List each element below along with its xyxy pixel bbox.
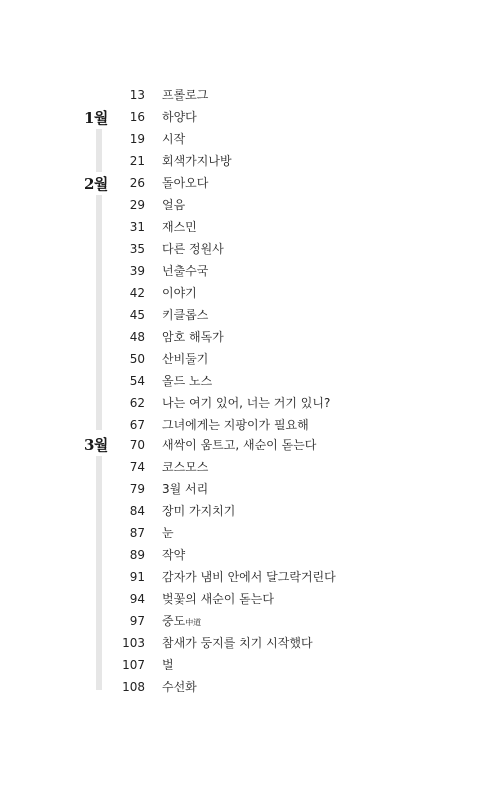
toc-entry[interactable] (0, 610, 500, 632)
toc-title: 감자가 냄비 안에서 달그락거린다 (162, 570, 336, 584)
toc-page-number: 21 (129, 154, 145, 168)
toc-page-number: 103 (122, 636, 145, 650)
toc-title: 시작 (162, 132, 186, 146)
toc-page-number: 48 (129, 330, 145, 344)
toc-title: 코스모스 (162, 460, 209, 474)
toc-page-number: 84 (129, 504, 145, 518)
toc-entry[interactable] (0, 172, 500, 194)
month-label-february: 2월 (84, 172, 108, 195)
toc-page-number: 19 (129, 132, 145, 146)
toc-title: 프롤로그 (162, 88, 209, 102)
toc-page-number: 108 (122, 680, 145, 694)
toc-entry[interactable] (0, 456, 500, 478)
toc-page-number: 31 (129, 220, 145, 234)
toc-page-number: 94 (129, 592, 145, 606)
toc-title: 수선화 (162, 680, 197, 694)
toc-title: 나는 여기 있어, 너는 거기 있니? (162, 396, 331, 410)
toc-entry[interactable] (0, 194, 500, 216)
toc-entry[interactable] (0, 282, 500, 304)
toc-entry[interactable] (0, 128, 500, 150)
toc-entry[interactable] (0, 434, 500, 456)
month-label-january: 1월 (84, 106, 108, 129)
toc-title: 회색가지나방 (162, 154, 232, 168)
toc-title: 그녀에게는 지팡이가 필요해 (162, 418, 309, 432)
toc-page-number: 50 (129, 352, 145, 366)
toc-entry[interactable] (0, 522, 500, 544)
toc-entry[interactable] (0, 544, 500, 566)
toc-title: 다른 정원사 (162, 242, 224, 256)
toc-page-number: 45 (129, 308, 145, 322)
toc-page-number: 42 (129, 286, 145, 300)
toc-title: 작약 (162, 548, 186, 562)
toc-page-number: 35 (129, 242, 145, 256)
toc-title: 넌출수국 (162, 264, 209, 278)
toc-page-number: 26 (129, 176, 145, 190)
toc-title: 3월 서리 (162, 482, 209, 496)
toc-entry[interactable] (0, 500, 500, 522)
toc-page-number: 67 (129, 418, 145, 432)
toc-page-number: 89 (129, 548, 145, 562)
toc-title: 얼음 (162, 198, 186, 212)
toc-title: 벌 (162, 658, 174, 672)
toc-entry[interactable] (0, 632, 500, 654)
toc-page-number: 16 (129, 110, 145, 124)
toc-title (162, 610, 201, 634)
toc-entry[interactable] (0, 106, 500, 128)
toc-entry[interactable] (0, 326, 500, 348)
toc-entry[interactable] (0, 216, 500, 238)
toc-entry[interactable] (0, 348, 500, 370)
toc-title: 키클롭스 (162, 308, 209, 322)
toc-page-number: 87 (129, 526, 145, 540)
toc-title: 눈 (162, 526, 174, 540)
toc-title: 하양다 (162, 110, 197, 124)
toc-page-number: 74 (129, 460, 145, 474)
toc-title-hanja: 中道 (185, 618, 202, 627)
toc-entry[interactable] (0, 84, 500, 106)
toc-page-number: 79 (129, 482, 145, 496)
toc-entry[interactable] (0, 304, 500, 326)
toc-page-number: 29 (129, 198, 145, 212)
toc-entry[interactable] (0, 370, 500, 392)
toc-entry[interactable] (0, 414, 500, 436)
toc-title: 돌아오다 (162, 176, 209, 190)
toc-title: 암호 해독가 (162, 330, 224, 344)
toc-entry[interactable] (0, 392, 500, 414)
toc-page-number: 39 (129, 264, 145, 278)
toc-entry[interactable] (0, 150, 500, 172)
toc-entry[interactable] (0, 588, 500, 610)
toc-page-number: 70 (129, 438, 145, 452)
toc-entry[interactable] (0, 566, 500, 588)
toc-entry[interactable] (0, 478, 500, 500)
toc-page-number: 62 (129, 396, 145, 410)
toc-title: 벚꽃의 새순이 돋는다 (162, 592, 274, 606)
toc-entry[interactable] (0, 260, 500, 282)
toc-title: 산비둘기 (162, 352, 209, 366)
toc-page-number: 107 (122, 658, 145, 672)
toc-entry[interactable] (0, 676, 500, 698)
toc-page-number: 13 (129, 88, 145, 102)
toc-title: 장미 가지치기 (162, 504, 236, 518)
month-label-march: 3월 (84, 433, 108, 456)
toc-page-number: 91 (129, 570, 145, 584)
toc-page-number: 97 (129, 614, 145, 628)
toc-entry[interactable] (0, 654, 500, 676)
toc-entry[interactable] (0, 238, 500, 260)
toc-title-main: 중도 (162, 614, 186, 628)
toc-title: 이야기 (162, 286, 197, 300)
toc-page-number: 54 (129, 374, 145, 388)
toc-title: 재스민 (162, 220, 197, 234)
toc-title: 참새가 둥지를 치기 시작했다 (162, 636, 313, 650)
toc-title: 새싹이 움트고, 새순이 돋는다 (162, 438, 317, 452)
toc-title: 올드 노스 (162, 374, 213, 388)
